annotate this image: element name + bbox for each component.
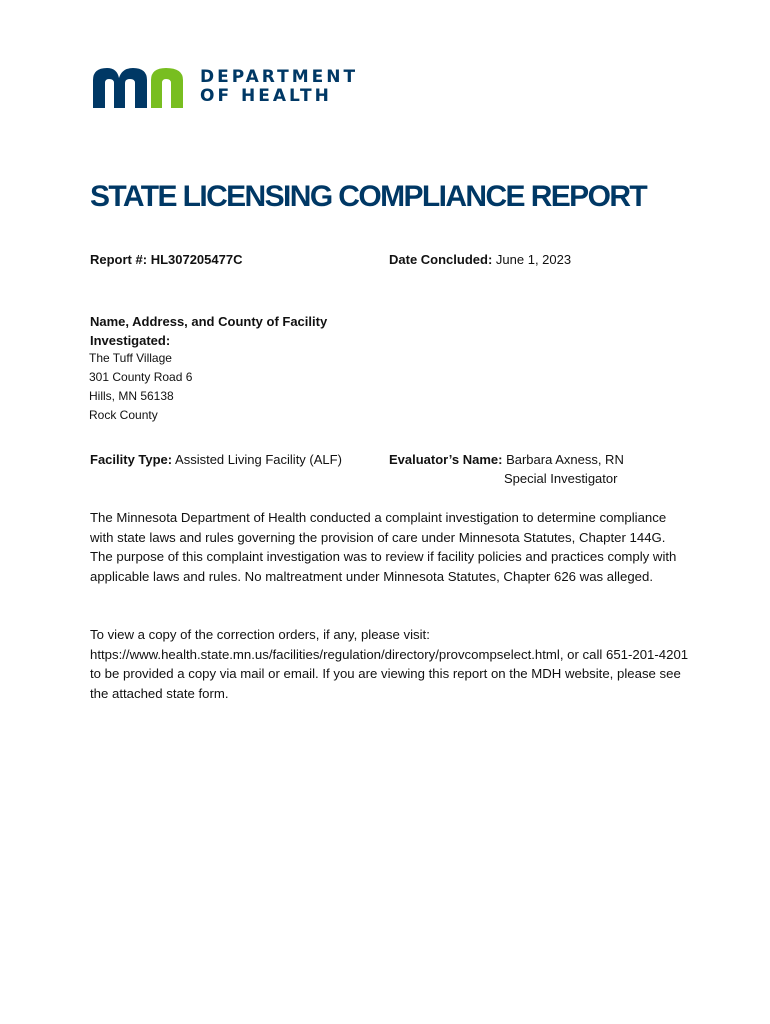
date-concluded	[389, 250, 571, 269]
intro-paragraph: The Minnesota Department of Health conducted a complaint investigation to determine compliance with state laws and rules governing the provision of care under Minnesota Statutes, Chapter 144G. The purpose of this complaint investigation was to review if facility policies and practices comply with applicable laws and rules. No maltreatment under Minnesota Statutes, Chapter 626 was alleged.	[90, 510, 677, 584]
facility-name: The Tuff Village	[89, 351, 172, 365]
facility-label-line2: Investigated:	[90, 333, 171, 348]
facility-type-value: Assisted Living Facility (ALF)	[175, 452, 342, 467]
evaluator-title: Special Investigator	[504, 471, 618, 486]
report-number	[90, 250, 242, 269]
date-concluded-label: Date Concluded:	[389, 252, 493, 267]
facility-street: 301 County Road 6	[89, 370, 193, 384]
mn-logo-mark	[93, 66, 189, 110]
logo-text	[200, 68, 358, 106]
page-title: STATE LICENSING COMPLIANCE REPORT	[90, 180, 647, 213]
facility-address	[89, 349, 192, 425]
facility-type	[90, 450, 342, 469]
facility-county: Rock County	[89, 408, 158, 422]
report-number-value: HL307205477C	[150, 252, 243, 267]
evaluator-name: Barbara Axness, RN	[506, 452, 624, 467]
date-concluded-value: June 1, 2023	[495, 252, 572, 267]
facility-label	[90, 312, 327, 350]
report-number-label: Report #:	[90, 252, 148, 267]
correction-orders-paragraph: To view a copy of the correction orders, if any, please visit: https://www.health.state.mn.us/facilities/regulation/directory/provcompselect.html, or call 651-201-4201 to be provided a copy via mail or email. If you are viewing this report on the MDH website, please see the attached state form.	[90, 627, 689, 701]
facility-label-line1: Name, Address, and County of Facility	[90, 314, 328, 329]
logo-text-line1: DEPARTMENT	[200, 67, 359, 87]
mdh-logo	[93, 66, 373, 110]
evaluator-label: Evaluator’s Name:	[389, 452, 503, 467]
logo-text-line2: OF HEALTH	[200, 86, 332, 106]
facility-city: Hills, MN 56138	[89, 389, 174, 403]
facility-type-label: Facility Type:	[90, 452, 173, 467]
evaluator	[389, 450, 624, 469]
